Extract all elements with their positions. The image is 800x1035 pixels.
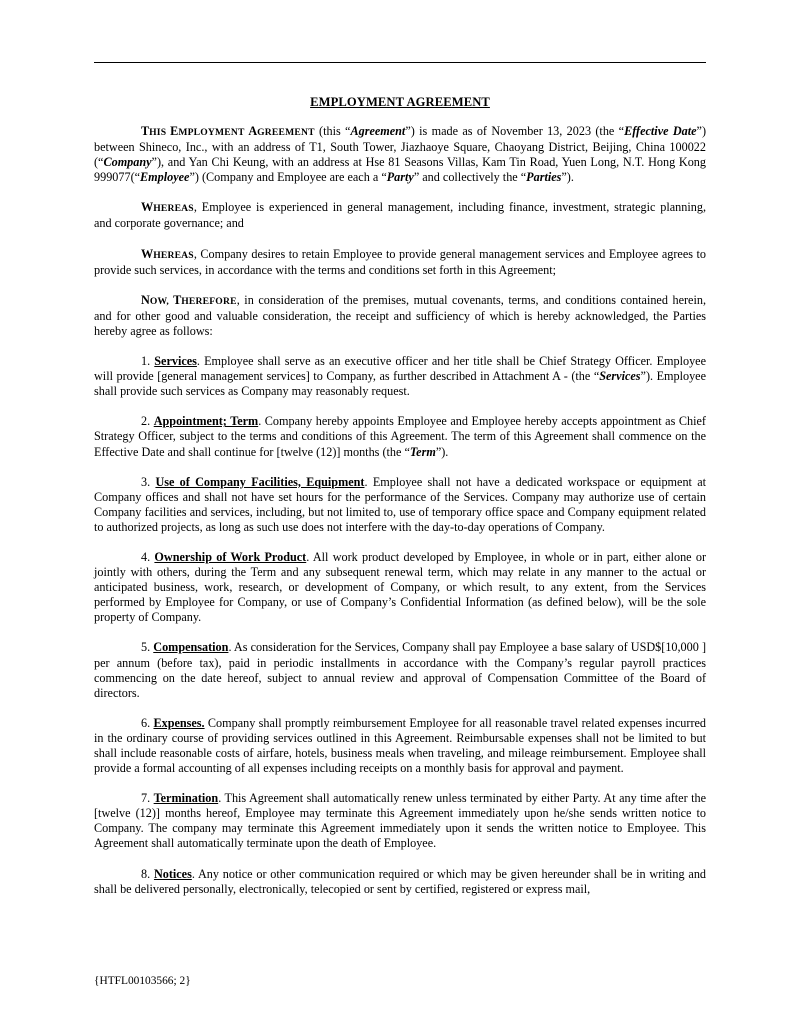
intro-paragraph: THIS EMPLOYMENT AGREEMENT (this “Agreement”) is made as of November 13, 2023 (the “Effective Date”) between Shineco, Inc., with an address of T1, South Tower, Jiazhaoye Square, Chaoyang District, Beijing, China 100022 (“Company”), and Yan Chi Keung, with an address at Hse 81 Seasons Villas, Kam Tin Road, Yuen Long, N.T. Hong Kong 999077(“Employee”) (Company and Employee are each a “Party” and collectively the “Parties”). [94,124,707,185]
document-title: EMPLOYMENT AGREEMENT [310,95,490,109]
whereas-paragraph-1: WHEREAS, Employee is experienced in general management, including finance, investment, strategic planning, and corporate governance; and [94,200,706,231]
section-heading: Expenses. [153,715,205,730]
section-services: 1. Services. Employee shall serve as an executive officer and her title shall be Chief Strategy Officer. Employee will provide [general management services] to Company, as further described in Attachment A - (the “Services”). Employee shall provide such services as Company may reasonably request. [94,354,706,399]
section-heading: Termination [153,791,219,806]
section-heading: Ownership of Work Product [154,549,307,564]
section-heading: Compensation [153,640,229,655]
section-heading: Notices [153,866,192,881]
now-therefore-paragraph: NOW, THEREFORE, in consideration of the premises, mutual covenants, terms, and conditions contained herein, and for other good and valuable consideration, the receipt and sufficiency of which is hereby acknowledged, the Parties hereby agree as follows: [94,292,706,338]
whereas-paragraph-2: WHEREAS, Company desires to retain Employee to provide general management services and Employee agrees to provide such services, in accordance with the terms and conditions set forth in this Agreement; [94,246,706,277]
defined-term: Company [103,155,152,170]
defined-term: Party [386,170,414,185]
defined-term: Agreement [350,124,406,138]
section-work-product: 4. Ownership of Work Product. All work product developed by Employee, in whole or in part, either alone or jointly with others, during the Term and any subsequent renewal term, which may relate in any manner to the actual or anticipated business, work, research, or development of Company, or which result, to any extent, from the Services performed by Employee for Company, or use of Company’s Confidential Information (as defined below), will be the sole property of Company. [94,549,706,625]
document-body [94,124,706,912]
section-appointment-term: 2. Appointment; Term. Company hereby appoints Employee and Employee hereby accepts appointment as Chief Strategy Officer, subject to the terms and conditions of this Agreement. The term of this Agreement shall commence on the Effective Date and shall continue for [twelve (12)] months (the “Term”). [94,414,706,459]
section-heading: Use of Company Facilities, Equipment [155,474,365,489]
header-rule [94,62,706,63]
defined-term: Services [599,369,641,384]
defined-term: Term [409,444,436,459]
section-notices: 8. Notices. Any notice or other communication required or which may be given hereunder shall be in writing and shall be delivered personally, electronically, telecopied or sent by certified, registered or express mail, [94,866,707,896]
section-compensation: 5. Compensation. As consideration for the Services, Company shall pay Employee a base salary of USD$[10,000 ] per annum (before tax), paid in periodic installments in accordance with the Company’s regular payroll practices commencing on the date hereof, subject to annual review and approval of Compensation Committee of the Board of directors. [94,640,707,700]
defined-term: Employee [140,170,190,185]
section-termination: 7. Termination. This Agreement shall automatically renew unless terminated by either Party. At any time after the [twelve (12)] months hereof, Employee may terminate this Agreement immediately upon he/she sends written notice to Company. The company may terminate this Agreement immediately upon it sends the written notice to Employee. This Agreement shall automatically terminate upon the death of Employee. [94,791,706,851]
section-expenses: 6. Expenses. Company shall promptly reimbursement Employee for all reasonable travel related expenses incurred in the ordinary course of providing services outlined in this Agreement. Reimbursable expenses shall not be limited to but shall include reasonable costs of airfare, hotels, business meals when traveling, and mileage reimbursement. Employee shall provide a formal accounting of all expenses including receipts on a monthly basis for approval and payment. [94,715,707,776]
footer-document-code: {HTFL00103566; 2} [94,975,191,987]
defined-term: Effective Date [624,124,697,138]
section-heading: Services [154,354,197,369]
defined-term: Parties [526,170,562,185]
section-heading: Appointment; Term [153,414,259,429]
section-company-facilities: 3. Use of Company Facilities, Equipment. Employee shall not have a dedicated workspace or equipment at Company offices and shall not have set hours for the performance of the Services. Company may authorize use of certain Company facilities and services, including, but not limited to, use of temporary office space and Company equipment related to authorized projects, as long as such use does not interfere with the day-to-day operations of Company. [94,474,707,534]
